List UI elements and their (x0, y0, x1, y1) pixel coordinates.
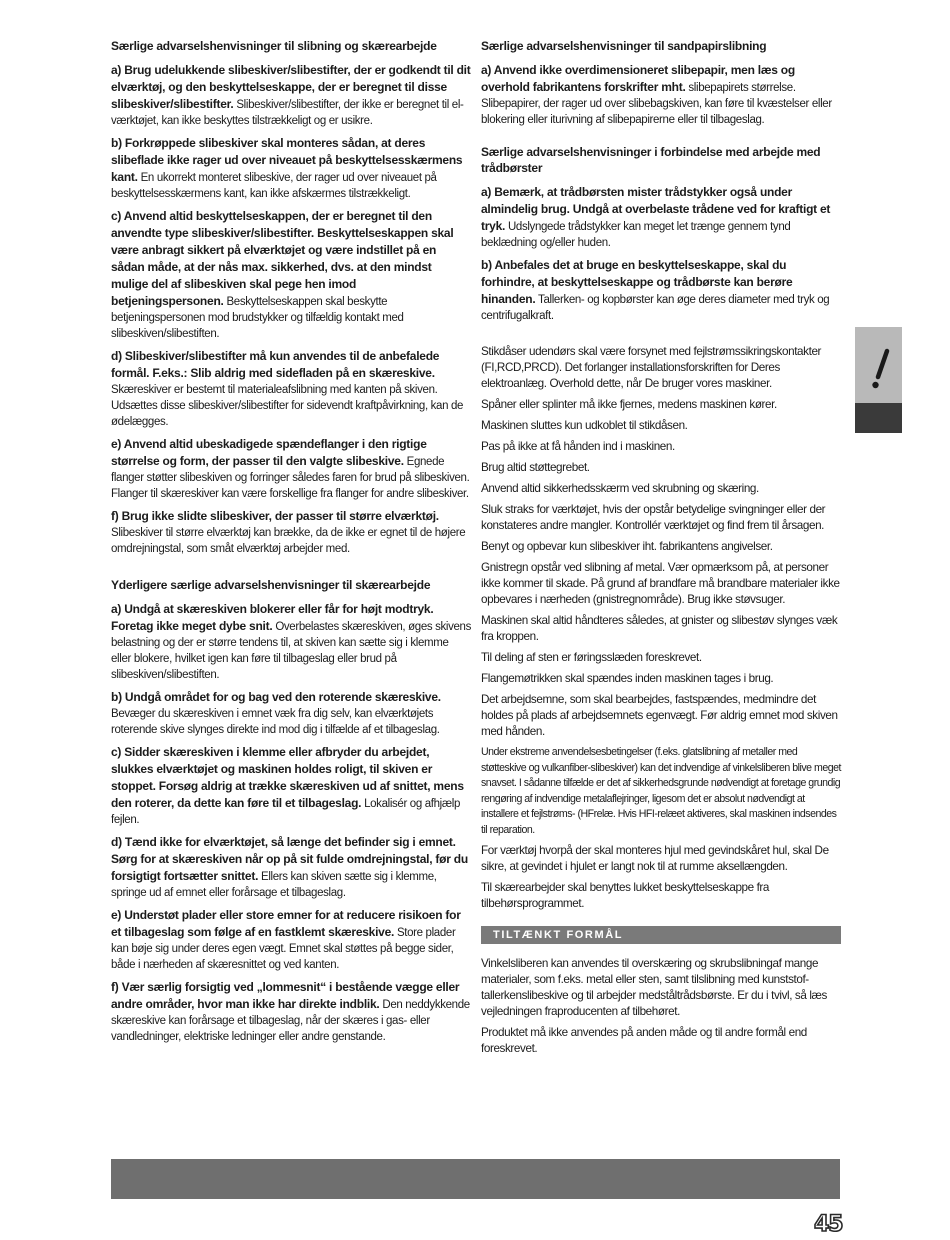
safety-note: Det arbejdsemne, som skal bearbejdes, fastspændes, medmindre det holdes på plads af arbejdsemnets egenvægt. Før aldrig emnet mod skiven med hånden. (481, 693, 838, 738)
safety-note: Sluk straks for værktøjet, hvis der opstår betydelige svingninger eller der konstateres andre mangler. Kontrollér værktøjet og find frem til årsagen. (481, 503, 826, 532)
safety-note-small: Under ekstreme anvendelsesbetingelser (f.eks. glatslibning af metaller med støtteskive og vulkanfiber-slibeskiver) kan det indvendige af vinkelsliberen blive meget snavset. I sådanne tilfælde er det af sikkerhedsgrunde nødvendigt at foretage grundig rengøring af indvendige metalaflejringer, ligesom det er absolut nødvendigt at installere et fejlstrøms- (HFrelæ. Hvis HFI-relæet aktiveres, skal maskinen indsendes til reparation. (481, 746, 841, 836)
warning-item: b) Anbefales det at bruge en beskyttelseskappe, skal du forhindre, at beskyttelseskappe og trådbørste kan berøre hinanden. Tallerken- og kopbørster kan øge deres diameter med tryk og centrifugalkraft. (481, 258, 830, 322)
right-column (481, 38, 841, 1062)
section-title-sanding: Særlige advarselshenvisninger til sandpapirslibning (481, 39, 767, 53)
section-title-grinding: Særlige advarselshenvisninger til slibning og skærearbejde (111, 39, 437, 53)
warning-item: f) Vær særlig forsigtig ved „lommesnit“ i bestående vægge eller andre områder, hvor man ikke har direkte indblik. Den neddykkende skæreskive kan forårsage et tilbageslag, når der skæres i gas- eller vandledninger, elektriske ledninger eller andre genstande. (111, 980, 470, 1043)
page-number: 45 (814, 1212, 843, 1237)
warning-exclamation-icon (855, 327, 902, 403)
safety-note: Spåner eller splinter må ikke fjernes, medens maskinen kører. (481, 398, 777, 411)
safety-note: Pas på ikke at få hånden ind i maskinen. (481, 440, 675, 453)
section-banner-intended-use: TILTÆNKT FORMÅL (481, 926, 841, 944)
section-title-wire-brush: Særlige advarselshenvisninger i forbindelse med arbejde med trådbørster (481, 145, 821, 175)
warning-item: a) Bemærk, at trådbørsten mister trådstykker også under almindelig brug. Undgå at overbelaste trådene ved for kraftigt et tryk. Udslyngede trådstykker kan meget let trænge gennem tynd beklædning og/eller huden. (481, 185, 831, 249)
safety-note: Benyt og opbevar kun slibeskiver iht. fabrikantens angivelser. (481, 540, 773, 553)
side-warning-tab (855, 327, 902, 433)
safety-note: Maskinen skal altid håndteres således, at gnister og slibestøv slynges væk fra kroppen. (481, 614, 838, 643)
safety-note: Stikdåser udendørs skal være forsynet med fejlstrømssikringskontakter (FI,RCD,PRCD). Det forlanger installationsforskriften for Deres elektroanlæg. Overhold dette, når De bruger vores maskiner. (481, 345, 822, 390)
safety-note: Gnistregn opstår ved slibning af metal. Vær opmærksom på, at personer ikke kommer til skade. På grund af brandfare må brandbare materialer ikke opbevares i nærheden (gnistregnområde). Brug ikke støvsuger. (481, 561, 840, 606)
safety-note: Brug altid støttegrebet. (481, 461, 590, 474)
warning-item: a) Undgå at skæreskiven blokerer eller får for højt modtryk. Foretag ikke meget dybe snit. Overbelastes skæreskiven, øges skivens belastning og der er større tendens til, at skiven kan sætte sig i klemme eller blokere, hvilket igen kan føre til tilbageslag eller brud på slibeskiven/slibestiften. (111, 602, 472, 681)
left-column (111, 38, 471, 1051)
warning-item: a) Anvend ikke overdimensioneret slibepapir, men læs og overhold fabrikantens forskrifter mht. slibepapirets størrelse. Slibepapirer, der rager ud over slibebagskiven, kan føre til kvæstelser eller blokering eller iturivning af slibepapirerne eller til tilbageslag. (481, 63, 832, 126)
warning-item: c) Anvend altid beskyttelseskappen, der er beregnet til den anvendte type slibeskiver/slibestifter. Beskyttelseskappen skal være anbragt sikkert på elværktøjet og være indstillet på en sådan måde, at der nås max. sikkerhed, dvs. at den mindst mulige del af slibeskiven skal pege hen imod betjeningspersonen. Beskyttelseskappen skal beskytte betjeningspersonen mod brudstykker og tilfældig kontakt med slibeskiven/slibestiften. (111, 209, 454, 340)
warning-item: e) Understøt plader eller store emner for at reducere risikoen for et tilbageslag som følge af en fastklemt skæreskive. Store plader kan bøje sig under deres egen vægt. Emnet skal støttes på begge sider, både i nærheden af skæresnittet og ved kanten. (111, 908, 461, 971)
warning-item: d) Tænd ikke for elværktøjet, så længe det befinder sig i emnet. Sørg for at skæreskiven når op på sit fulde omdrejningstal, før du forsigtigt fortsætter snittet. Ellers kan skiven sætte sig i klemme, springe ud af emnet eller forårsage et tilbageslag. (111, 835, 468, 899)
warning-item: e) Anvend altid ubeskadigede spændeflanger i den rigtige størrelse og form, der passer til den valgte slibeskive. Egnede flanger støtter slibeskiven og forringer således faren for brud på slibeskiven. Flanger til skæreskiver kan være forskellige fra flanger for andre slibeskiver. (111, 437, 470, 500)
purpose-text: Vinkelsliberen kan anvendes til overskæring og skrubslibningaf mange materialer, som f.eks. metal eller sten, samt tilslibning med kunststof-tallerkenslibeskive og til arbejder medståltrådsbørste. Er du i tvivl, så læs vejledningen fraproducenten af tilbehøret. (481, 957, 827, 1018)
warning-item: d) Slibeskiver/slibestifter må kun anvendes til de anbefalede formål. F.eks.: Slib aldrig med sidefladen på en skæreskive. Skæreskiver er bestemt til materialeafslibning med kanten på skiven. Udsættes disse slibeskiver/slibestifter for sidevendt kraftpåvirkning, kan de ødelægges. (111, 349, 464, 428)
warning-item: b) Undgå området for og bag ved den roterende skæreskive. Bevæger du skæreskiven i emnet væk fra dig selv, kan elværktøjets roterende skive slynges direkte ind mod dig i tilfælde af et tilbageslag. (111, 690, 441, 736)
footer-bar (111, 1159, 840, 1199)
section-title-cutting: Yderligere særlige advarselshenvisninger til skærearbejde (111, 578, 431, 592)
safety-note: Anvend altid sikkerhedsskærm ved skrubning og skæring. (481, 482, 759, 495)
safety-note: Til deling af sten er føringsslæden foreskrevet. (481, 651, 702, 664)
warning-item: f) Brug ikke slidte slibeskiver, der passer til større elværktøj. Slibeskiver til større elværktøj kan brække, da de ikke er egnet til de højere omdrejningstal, som småt elværktøj arbejder med. (111, 509, 466, 555)
warning-item: c) Sidder skæreskiven i klemme eller afbryder du arbejdet, slukkes elværktøjet og maskinen holdes roligt, til skiven er stoppet. Forsøg aldrig at trække skæreskiven ud af snittet, mens den roterer, da dette kan føre til et tilbageslag. Lokalisér og afhjælp fejlen. (111, 745, 464, 826)
warning-item: b) Forkrøppede slibeskiver skal monteres sådan, at deres slibeflade ikke rager ud over niveauet på beskyttelsesskærmens kant. En ukorrekt monteret slibeskive, der rager ud over niveauet på beskyttelsesskærmens kant, kan ikke afskærmes tilstrækkeligt. (111, 136, 463, 200)
safety-note: Til skærearbejder skal benyttes lukket beskyttelseskappe fra tilbehørsprogrammet. (481, 881, 770, 910)
purpose-text: Produktet må ikke anvendes på anden måde og til andre formål end foreskrevet. (481, 1026, 807, 1055)
safety-note: Maskinen sluttes kun udkoblet til stikdåsen. (481, 419, 688, 432)
safety-note: Flangemøtrikken skal spændes inden maskinen tages i brug. (481, 672, 774, 685)
safety-note: For værktøj hvorpå der skal monteres hjul med gevindskåret hul, skal De sikre, at gevindet i hjulet er langt nok til at rumme aksellængden. (481, 844, 829, 873)
warning-item: a) Brug udelukkende slibeskiver/slibestifter, der er godkendt til dit elværktøj, og den beskyttelseskappe, der er beregnet til disse slibeskiver/slibestifter. Slibeskiver/slibestifter, der ikke er beregnet til el-værktøjet, kan ikke beskyttes tilstrækkeligt og er usikre. (111, 63, 471, 127)
